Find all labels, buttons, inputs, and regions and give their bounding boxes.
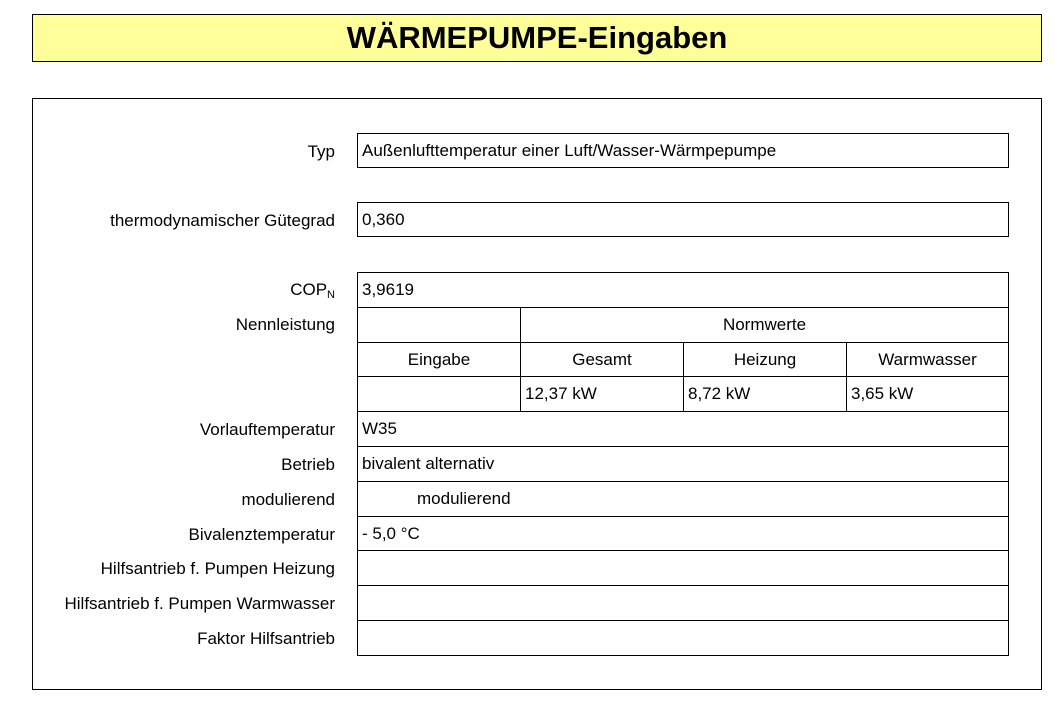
vorlauf-field[interactable]: W35 [357,411,1009,447]
hilf-heizung-label: Hilfsantrieb f. Pumpen Heizung [100,559,335,578]
cop-field[interactable]: 3,9619 [357,272,1009,308]
nennleistung-gesamt-value: 12,37 kW [520,376,684,412]
nennleistung-warmwasser-value: 3,65 kW [846,376,1009,412]
betrieb-field[interactable]: bivalent alternativ [357,446,1009,482]
nennleistung-blank-cell [357,307,521,343]
hilf-warmwasser-field[interactable] [357,585,1009,621]
column-header-eingabe: Eingabe [357,342,521,377]
title-bar [32,14,1042,62]
cop-label [290,280,335,300]
column-header-warmwasser: Warmwasser [846,342,1009,377]
faktor-label: Faktor Hilfsantrieb [197,629,335,648]
betrieb-label: Betrieb [281,455,335,474]
bivalenz-label: Bivalenztemperatur [188,525,335,544]
hilf-warmwasser-label: Hilfsantrieb f. Pumpen Warmwasser [64,594,335,613]
hilf-heizung-field[interactable] [357,550,1009,586]
cop-label-text: COP [290,280,328,299]
modulierend-label: modulierend [241,490,335,509]
cop-label-sub: N [327,289,335,301]
normwerte-header: Normwerte [520,307,1009,343]
vorlauf-label: Vorlauftemperatur [199,420,335,439]
typ-label: Typ [307,142,335,161]
bivalenz-field[interactable]: - 5,0 °C [357,516,1009,551]
column-header-gesamt: Gesamt [520,342,684,377]
faktor-field[interactable] [357,620,1009,656]
page-title: WÄRMEPUMPE-Eingaben [346,20,728,55]
nennleistung-heizung-value: 8,72 kW [683,376,847,412]
modulierend-field[interactable]: modulierend [357,481,1009,517]
column-header-heizung: Heizung [683,342,847,377]
guetegrad-field[interactable]: 0,360 [357,202,1009,237]
input-panel [32,98,1042,690]
typ-field[interactable]: Außenlufttemperatur einer Luft/Wasser-Wärmpepumpe [357,133,1009,168]
nennleistung-label: Nennleistung [235,315,335,334]
guetegrad-label: thermodynamischer Gütegrad [110,211,335,230]
nennleistung-eingabe-field[interactable] [357,376,521,412]
